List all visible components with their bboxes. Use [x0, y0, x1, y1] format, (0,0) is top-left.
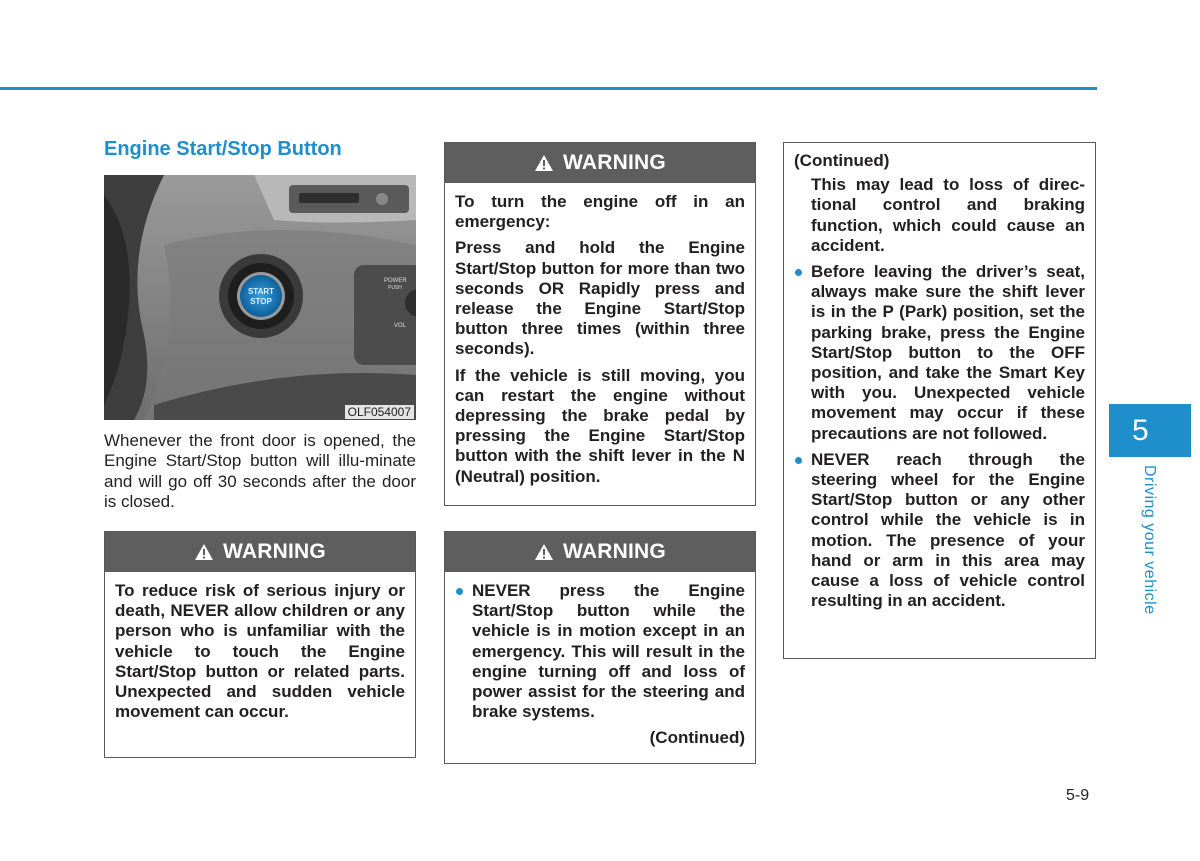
warning-title: WARNING: [223, 540, 326, 563]
stop-label: STOP: [250, 297, 272, 306]
continued-label: (Continued): [794, 151, 890, 170]
warning-paragraph: Press and hold the Engine Start/Stop button for more than two seconds OR Rapidly press and release the Engine Start/Stop button three times (within three seconds).: [455, 238, 745, 359]
warning-box-children: [104, 531, 416, 758]
section-heading: Engine Start/Stop Button: [104, 138, 342, 160]
warning-paragraph: This may lead to loss of direc-tional control and braking function, which could cause an accident.: [811, 175, 1085, 255]
warning-triangle-icon: [534, 154, 554, 172]
warning-paragraph: If the vehicle is still moving, you can restart the engine without depressing the brake pedal by pressing the Engine Start/Stop button with the shift lever in the N (Neutral) position.: [455, 365, 745, 486]
vol-label: VOL: [394, 323, 407, 329]
warning-body: [105, 572, 415, 722]
warning-box-emergency-shutoff: [444, 142, 756, 506]
top-rule: [0, 87, 1097, 90]
warning-header: [445, 143, 755, 183]
warning-paragraph: To turn the engine off in an emergency:: [455, 192, 745, 232]
warning-body: [445, 183, 755, 487]
start-label: START: [247, 287, 275, 296]
chapter-number-tab: 5: [1109, 404, 1191, 457]
start-stop-button: [240, 275, 282, 317]
warning-bullet: NEVER press the Engine Start/Stop button while the vehicle is in motion except in an emergency. This will result in the engine turning off and loss of power assist for the steering and brake systems.: [455, 581, 745, 722]
warning-body: [445, 572, 755, 749]
engine-start-button-photo: [104, 175, 416, 420]
page-number: 5-9: [1066, 787, 1090, 804]
warning-triangle-icon: [194, 543, 214, 561]
dashboard-illustration: [104, 175, 416, 420]
chapter-title: Driving your vehicle: [1141, 465, 1158, 615]
warning-title: WARNING: [563, 151, 666, 174]
warning-header: [445, 532, 755, 572]
warning-title: WARNING: [563, 540, 666, 563]
warning-box-continued: [783, 142, 1096, 659]
warning-bullet: Before leaving the driver’s seat, always make sure the shift lever is in the P (Park) position, set the parking brake, press the Engine Start/Stop button to the OFF position, and take the Smart Key with you. Unexpected vehicle movement may occur if these precautions are not followed.: [794, 262, 1085, 444]
continued-label: (Continued): [649, 728, 745, 748]
warning-header: [105, 532, 415, 572]
warning-box-in-motion: [444, 531, 756, 764]
warning-body: [784, 143, 1095, 611]
warning-bullet: NEVER reach through the steering wheel for the Engine Start/Stop button or any other control while the vehicle is in motion. The presence of your hand or arm in this area may cause a loss of vehicle control resulting in an accident.: [794, 450, 1085, 612]
power-label: POWER: [384, 278, 407, 284]
warning-triangle-icon: [534, 543, 554, 561]
push-label: PUSH: [388, 285, 402, 291]
warning-paragraph: To reduce risk of serious injury or death, NEVER allow children or any person who is unfamiliar with the vehicle to touch the Engine Start/Stop button or related parts. Unexpected and sudden vehicle movement can occur.: [115, 581, 405, 722]
photo-code: OLF054007: [345, 405, 414, 419]
body-text: Whenever the front door is opened, the Engine Start/Stop button will illu-minate and will go off 30 seconds after the door is closed.: [104, 431, 416, 511]
